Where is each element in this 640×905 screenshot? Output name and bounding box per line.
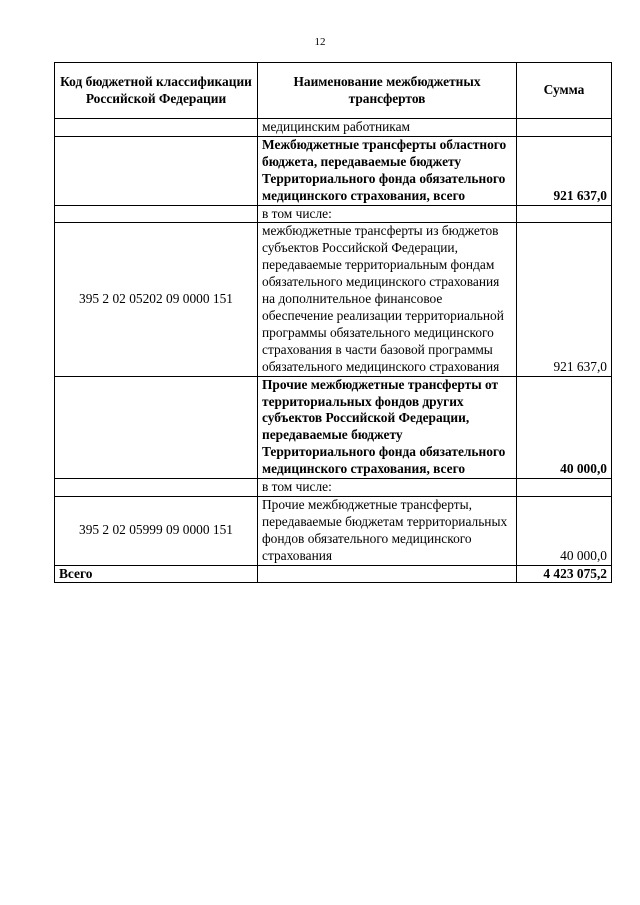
page-number: 12 [314,36,326,48]
row-name: Прочие межбюджетные трансферты от территориальных фондов других субъектов Российской Федерации, передаваемые бюджету Территориального фонда обязательного медицинского страхования, всего [258,376,517,478]
row-name: межбюджетные трансферты из бюджетов субъектов Российской Федерации, передаваемые территориальным фондам обязательного медицинского страхования на дополнительное финансовое обеспечение реализации территориальной программы обязательного медицинского страхования в части базовой программы обязательного медицинского страхования [258,223,517,376]
row-name: в том числе: [258,205,517,223]
table-row [55,479,612,497]
row-amount: 40 000,0 [517,496,612,565]
table-row [55,205,612,223]
row-name: в том числе: [258,479,517,497]
total-name [258,565,517,583]
header-sum: Сумма [517,63,612,119]
row-code: 395 2 02 05999 09 0000 151 [55,496,258,565]
row-amount: 921 637,0 [517,223,612,376]
row-amount [517,119,612,137]
total-label: Всего [55,565,258,583]
table-row [55,119,612,137]
row-name: Межбюджетные трансферты областного бюджета, передаваемые бюджету Территориального фонда обязательного медицинского страхования, всего [258,136,517,205]
row-amount [517,205,612,223]
table-row [55,136,612,205]
table-row [55,223,612,376]
row-code [55,205,258,223]
total-amount: 4 423 075,2 [517,565,612,583]
header-code: Код бюджетной классификации Российской Федерации [55,63,258,119]
row-amount: 921 637,0 [517,136,612,205]
budget-transfers-table [54,62,612,583]
table-total-row [55,565,612,583]
row-code [55,119,258,137]
table-row [55,496,612,565]
row-code: 395 2 02 05202 09 0000 151 [55,223,258,376]
row-code [55,376,258,478]
row-amount [517,479,612,497]
row-amount: 40 000,0 [517,376,612,478]
row-code [55,136,258,205]
header-name: Наименование межбюджетных трансфертов [258,63,517,119]
row-name: Прочие межбюджетные трансферты, передаваемые бюджетам территориальных фондов обязательного медицинского страхования [258,496,517,565]
table-header-row [55,63,612,119]
row-name: медицинским работникам [258,119,517,137]
table-row [55,376,612,478]
row-code [55,479,258,497]
